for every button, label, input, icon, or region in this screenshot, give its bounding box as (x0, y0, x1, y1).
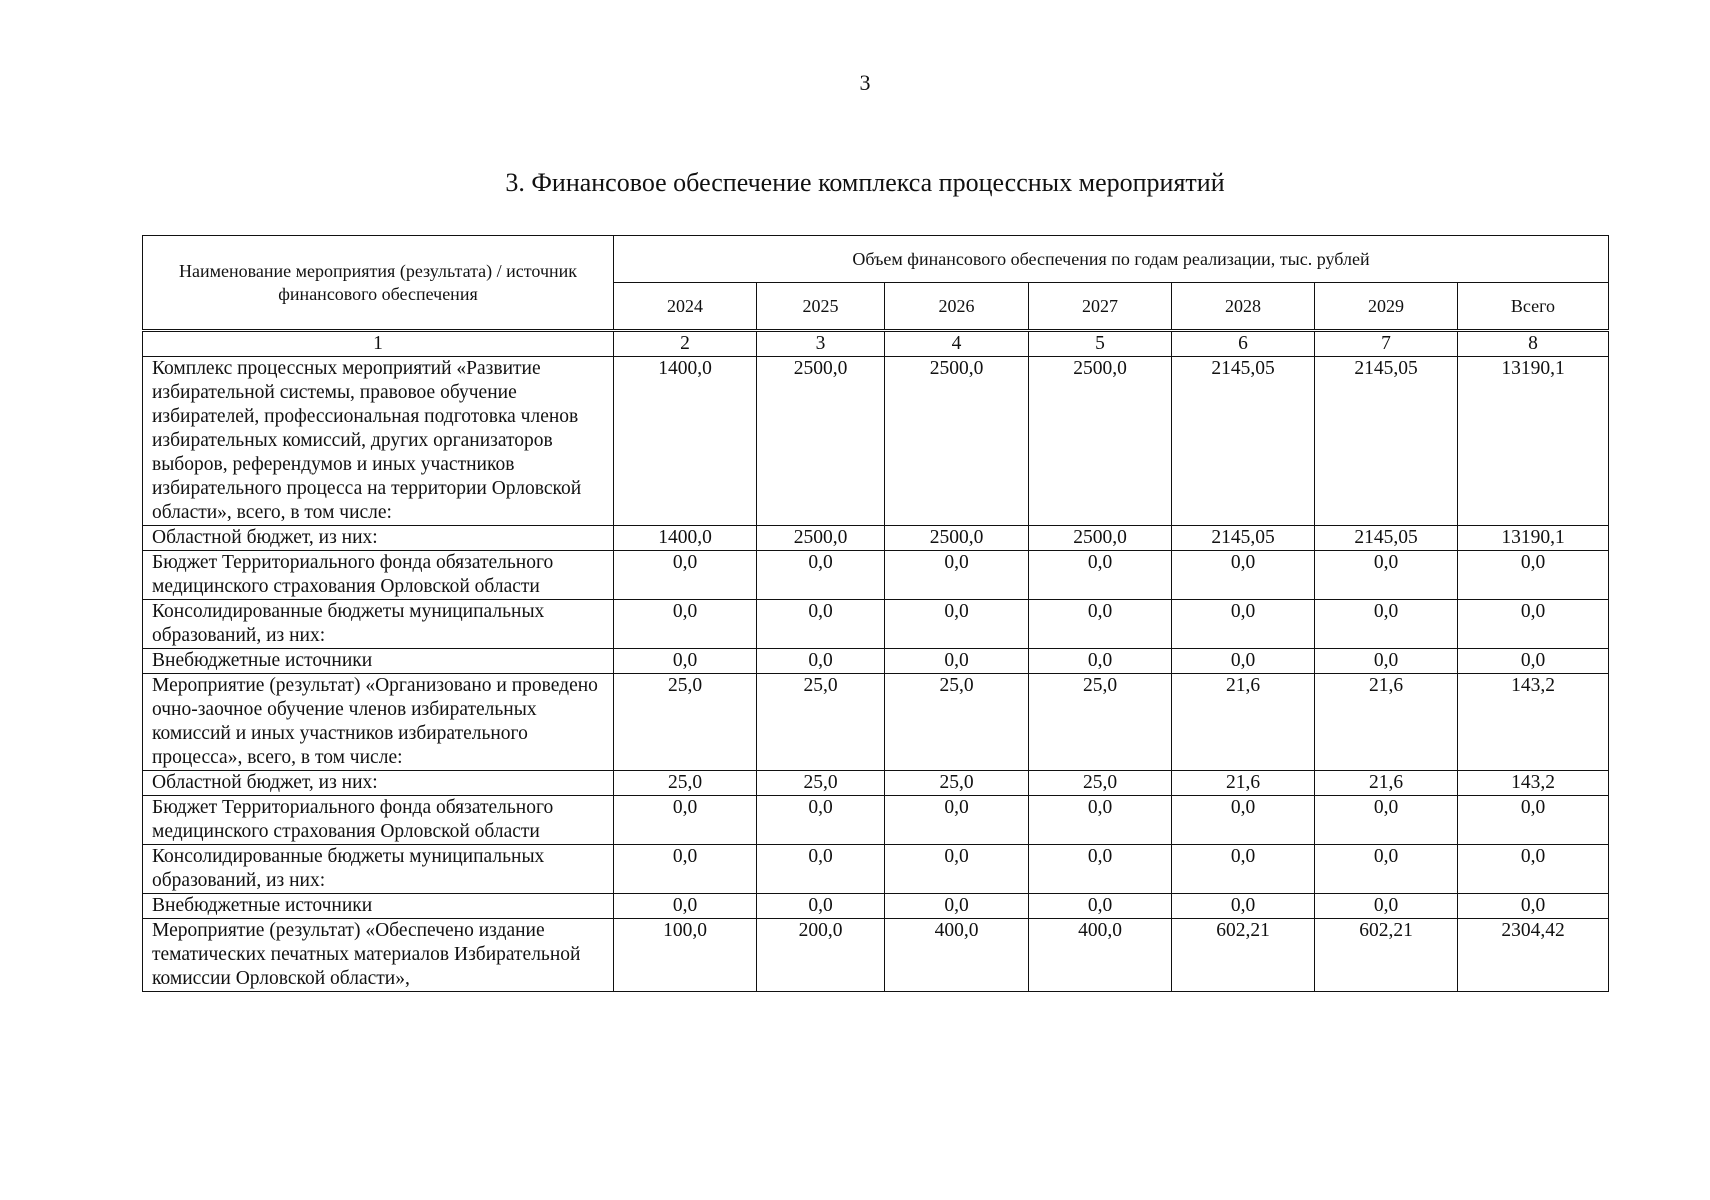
row-value: 0,0 (885, 550, 1029, 599)
row-total: 0,0 (1458, 599, 1609, 648)
row-value: 0,0 (1315, 599, 1458, 648)
row-value: 2145,05 (1315, 356, 1458, 525)
row-value: 0,0 (885, 844, 1029, 893)
table-row (143, 550, 1609, 599)
table-row (143, 648, 1609, 673)
column-number: 4 (885, 331, 1029, 357)
row-value: 2145,05 (1172, 525, 1315, 550)
row-value: 0,0 (614, 893, 757, 918)
header-total: Всего (1458, 283, 1609, 331)
table-row (143, 673, 1609, 770)
row-value: 0,0 (1029, 648, 1172, 673)
row-value: 0,0 (1029, 550, 1172, 599)
row-total: 143,2 (1458, 673, 1609, 770)
row-value: 400,0 (1029, 918, 1172, 991)
header-year: 2024 (614, 283, 757, 331)
row-value: 21,6 (1172, 673, 1315, 770)
row-value: 2500,0 (885, 356, 1029, 525)
row-total: 0,0 (1458, 844, 1609, 893)
row-value: 0,0 (1172, 599, 1315, 648)
row-value: 0,0 (614, 599, 757, 648)
row-value: 25,0 (614, 673, 757, 770)
row-value: 0,0 (1029, 893, 1172, 918)
row-value: 0,0 (885, 893, 1029, 918)
row-value: 0,0 (1172, 844, 1315, 893)
document-title: 3. Финансовое обеспечение комплекса процессных мероприятий (505, 168, 1225, 197)
header-year: 2026 (885, 283, 1029, 331)
column-number: 6 (1172, 331, 1315, 357)
row-value: 0,0 (757, 599, 885, 648)
row-name: Комплекс процессных мероприятий «Развитие избирательной системы, правовое обучение избирателей, профессиональная подготовка членов избирательных комиссий, других организаторов выборов, референдумов и иных участников избирательного процесса на территории Орловской области», всего, в том числе: (143, 356, 614, 525)
row-value: 0,0 (1029, 795, 1172, 844)
row-value: 400,0 (885, 918, 1029, 991)
row-value: 0,0 (885, 795, 1029, 844)
row-value: 2145,05 (1315, 525, 1458, 550)
row-value: 25,0 (1029, 770, 1172, 795)
row-value: 1400,0 (614, 525, 757, 550)
row-value: 0,0 (757, 648, 885, 673)
row-value: 200,0 (757, 918, 885, 991)
row-value: 0,0 (1315, 893, 1458, 918)
row-value: 0,0 (885, 599, 1029, 648)
row-value: 2145,05 (1172, 356, 1315, 525)
row-name: Мероприятие (результат) «Организовано и проведено очно-заочное обучение членов избирательных комиссий и иных участников избирательного процесса», всего, в том числе: (143, 673, 614, 770)
row-value: 25,0 (757, 770, 885, 795)
header-year: 2027 (1029, 283, 1172, 331)
row-total: 13190,1 (1458, 356, 1609, 525)
row-value: 0,0 (757, 844, 885, 893)
row-value: 2500,0 (885, 525, 1029, 550)
row-name: Мероприятие (результат) «Обеспечено издание тематических печатных материалов Избирательной комиссии Орловской области», (143, 918, 614, 991)
table-row (143, 770, 1609, 795)
row-total: 0,0 (1458, 648, 1609, 673)
row-name: Внебюджетные источники (143, 893, 614, 918)
header-name: Наименование мероприятия (результата) / источник финансового обеспечения (143, 236, 614, 331)
row-value: 0,0 (614, 550, 757, 599)
column-number: 3 (757, 331, 885, 357)
row-value: 0,0 (757, 550, 885, 599)
column-number: 2 (614, 331, 757, 357)
row-value: 0,0 (1172, 648, 1315, 673)
column-number: 8 (1458, 331, 1609, 357)
row-value: 0,0 (885, 648, 1029, 673)
row-value: 0,0 (1172, 795, 1315, 844)
row-name: Консолидированные бюджеты муниципальных образований, из них: (143, 599, 614, 648)
row-value: 0,0 (1029, 599, 1172, 648)
row-total: 143,2 (1458, 770, 1609, 795)
row-value: 21,6 (1172, 770, 1315, 795)
row-value: 0,0 (1315, 795, 1458, 844)
row-value: 0,0 (1315, 550, 1458, 599)
table-row (143, 525, 1609, 550)
row-name: Внебюджетные источники (143, 648, 614, 673)
table-row (143, 356, 1609, 525)
row-value: 25,0 (757, 673, 885, 770)
table-body (143, 331, 1609, 992)
table-row (143, 795, 1609, 844)
table-row (143, 599, 1609, 648)
row-value: 25,0 (1029, 673, 1172, 770)
row-name: Консолидированные бюджеты муниципальных образований, из них: (143, 844, 614, 893)
row-total: 0,0 (1458, 893, 1609, 918)
header-year: 2028 (1172, 283, 1315, 331)
column-numbers-row (143, 331, 1609, 357)
row-value: 0,0 (757, 893, 885, 918)
row-total: 0,0 (1458, 795, 1609, 844)
row-total: 0,0 (1458, 550, 1609, 599)
row-name: Бюджет Территориального фонда обязательного медицинского страхования Орловской области (143, 550, 614, 599)
table-row (143, 844, 1609, 893)
row-value: 0,0 (614, 648, 757, 673)
table-row (143, 918, 1609, 991)
row-total: 13190,1 (1458, 525, 1609, 550)
row-value: 602,21 (1315, 918, 1458, 991)
row-value: 0,0 (1315, 648, 1458, 673)
row-value: 21,6 (1315, 770, 1458, 795)
row-value: 0,0 (757, 795, 885, 844)
row-total: 2304,42 (1458, 918, 1609, 991)
row-value: 21,6 (1315, 673, 1458, 770)
row-value: 25,0 (885, 770, 1029, 795)
row-value: 100,0 (614, 918, 757, 991)
row-value: 25,0 (885, 673, 1029, 770)
row-value: 0,0 (1029, 844, 1172, 893)
header-year: 2025 (757, 283, 885, 331)
row-value: 0,0 (614, 844, 757, 893)
row-value: 2500,0 (1029, 356, 1172, 525)
row-name: Областной бюджет, из них: (143, 525, 614, 550)
row-name: Бюджет Территориального фонда обязательного медицинского страхования Орловской области (143, 795, 614, 844)
row-value: 0,0 (1172, 550, 1315, 599)
row-value: 0,0 (1172, 893, 1315, 918)
row-name: Областной бюджет, из них: (143, 770, 614, 795)
table-row (143, 893, 1609, 918)
row-value: 2500,0 (1029, 525, 1172, 550)
row-value: 2500,0 (757, 525, 885, 550)
row-value: 0,0 (1315, 844, 1458, 893)
column-number: 5 (1029, 331, 1172, 357)
column-number: 7 (1315, 331, 1458, 357)
header-volume: Объем финансового обеспечения по годам реализации, тыс. рублей (614, 236, 1609, 283)
row-value: 1400,0 (614, 356, 757, 525)
page-number: 3 (859, 70, 871, 95)
financing-table (142, 235, 1609, 992)
row-value: 2500,0 (757, 356, 885, 525)
row-value: 602,21 (1172, 918, 1315, 991)
row-value: 0,0 (614, 795, 757, 844)
row-value: 25,0 (614, 770, 757, 795)
header-year: 2029 (1315, 283, 1458, 331)
column-number: 1 (143, 331, 614, 357)
